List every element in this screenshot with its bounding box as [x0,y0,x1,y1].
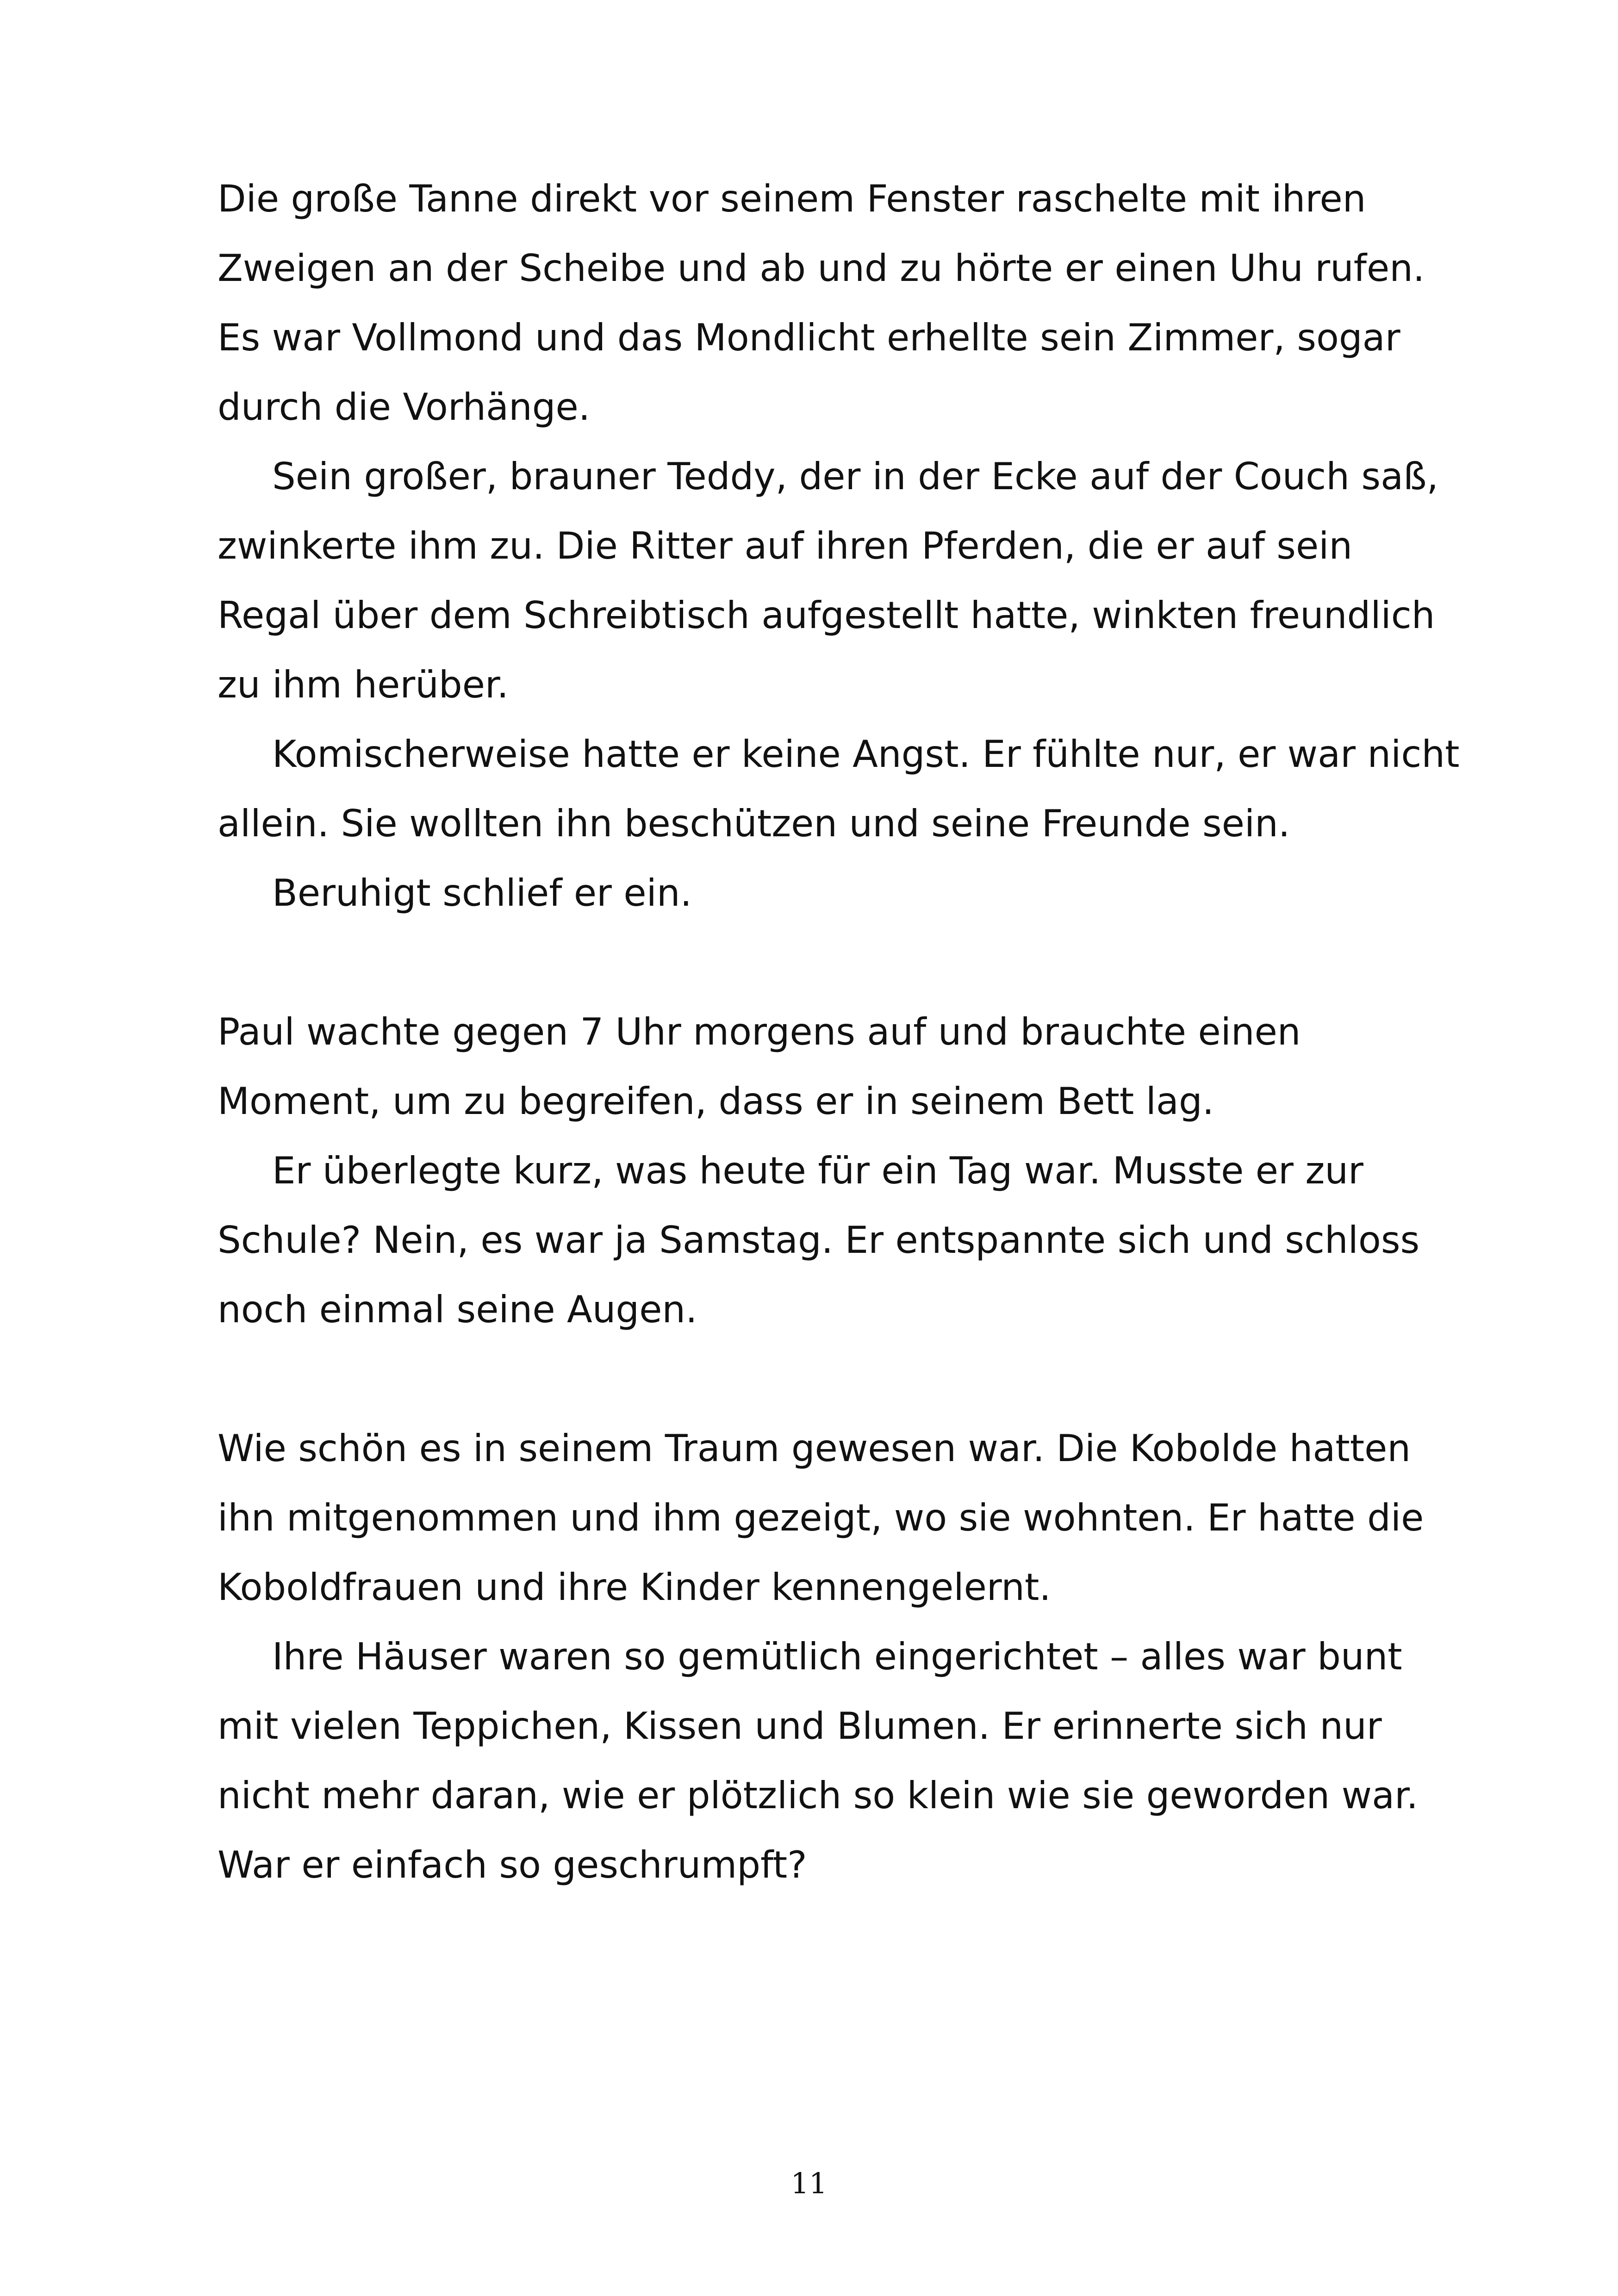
paragraph: Die große Tanne direkt vor seinem Fenster raschelte mit ihren Zweigen an der Scheibe und ab und zu hörte er einen Uhu rufen. Es war Vollmond und das Mondlicht erhellte sein Zimmer, sogar durch die Vorhänge. [218,177,1425,429]
paragraph: Wie schön es in seinem Traum gewesen war. Die Kobolde hatten ihn mitgenommen und ihm gezeigt, wo sie wohnten. Er hatte die Koboldfrauen und ihre Kinder kennengelernt. [218,1427,1424,1609]
paragraph: Paul wachte gegen 7 Uhr morgens auf und brauchte einen Moment, um zu begreifen, dass er in seinem Bett lag. [218,1010,1301,1123]
paragraph: Er überlegte kurz, was heute für ein Tag war. Musste er zur Schule? Nein, es war ja Samstag. Er entspannte sich und schloss noch einmal seine Augen. [218,1149,1420,1331]
page-number: 11 [790,2166,828,2200]
paragraph: Beruhigt schlief er ein. [272,871,692,915]
body-text [218,164,1467,1900]
paragraph: Ihre Häuser waren so gemütlich eingerichtet – alles war bunt mit vielen Teppichen, Kissen und Blumen. Er erinnerte sich nur nicht mehr daran, wie er plötzlich so klein wie sie geworden war. War er einfach so geschrumpft? [218,1635,1419,1886]
paragraph: Komischerweise hatte er keine Angst. Er fühlte nur, er war nicht allein. Sie wollten ihn beschützen und seine Freunde sein. [218,733,1460,845]
paragraph: Sein großer, brauner Teddy, der in der Ecke auf der Couch saß, zwinkerte ihm zu. Die Ritter auf ihren Pferden, die er auf sein Regal über dem Schreibtisch aufgestellt hatte, winkten freundlich zu ihm herüber. [218,455,1438,706]
